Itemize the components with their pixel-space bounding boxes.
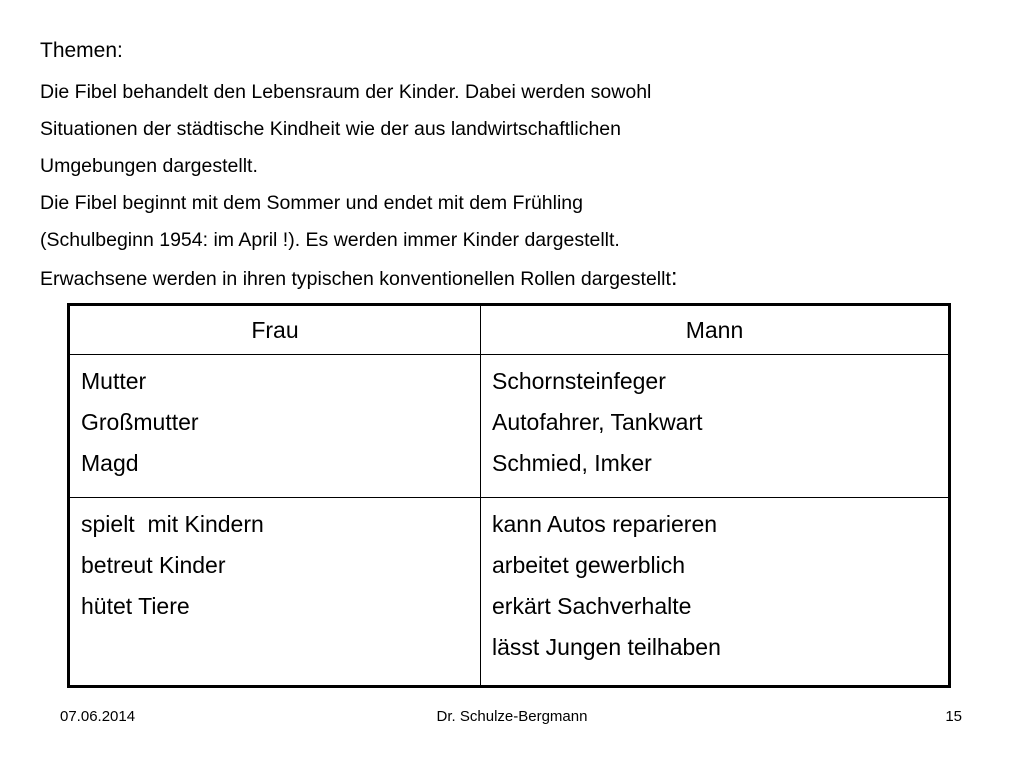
cell-line: kann Autos reparieren [492,511,718,537]
cell-line: arbeitet gewerblich [492,552,686,578]
cell-line: betreut Kinder [81,552,226,578]
table-row [69,498,950,687]
intro-line: Die Fibel beginnt mit dem Sommer und endet mit dem Frühling [40,192,583,214]
cell-line: erkärt Sachverhalte [492,593,692,619]
cell-line: Autofahrer, Tankwart [492,409,703,435]
intro-line: Situationen der städtische Kindheit wie der aus landwirtschaftlichen [40,118,622,140]
cell-line: spielt mit Kindern [81,511,264,537]
cell-line: lässt Jungen teilhaben [492,634,721,660]
intro-line-text: Erwachsene werden in ihren typischen konventionellen Rollen dargestellt [40,268,671,290]
table-row [69,355,950,498]
footer-date: 07.06.2014 [60,708,136,725]
cell-frau-activities [69,498,481,687]
intro-line-last [40,259,990,298]
cell-frau-persons [69,355,481,498]
header-mann: Mann [481,305,950,355]
intro-line: (Schulbeginn 1954: im April !). Es werden immer Kinder dargestellt. [40,229,620,251]
intro-line: Die Fibel behandelt den Lebensraum der Kinder. Dabei werden sowohl [40,81,652,103]
cell-line: Magd [81,450,139,476]
footer-page-number: 15 [945,708,962,725]
footer-author: Dr. Schulze-Bergmann [436,708,588,725]
roles-table [67,303,951,688]
slide-heading: Themen: [40,39,123,62]
intro-line: Umgebungen dargestellt. [40,155,258,177]
intro-text [40,74,990,298]
cell-mann-activities [481,498,950,687]
cell-line: Schmied, Imker [492,450,652,476]
cell-line: hütet Tiere [81,593,190,619]
cell-line: Großmutter [81,409,199,435]
intro-colon: : [670,264,678,291]
header-frau: Frau [69,305,481,355]
cell-mann-persons [481,355,950,498]
cell-line: Schornsteinfeger [492,368,666,394]
cell-line: Mutter [81,368,147,394]
table-header-row [69,305,950,355]
